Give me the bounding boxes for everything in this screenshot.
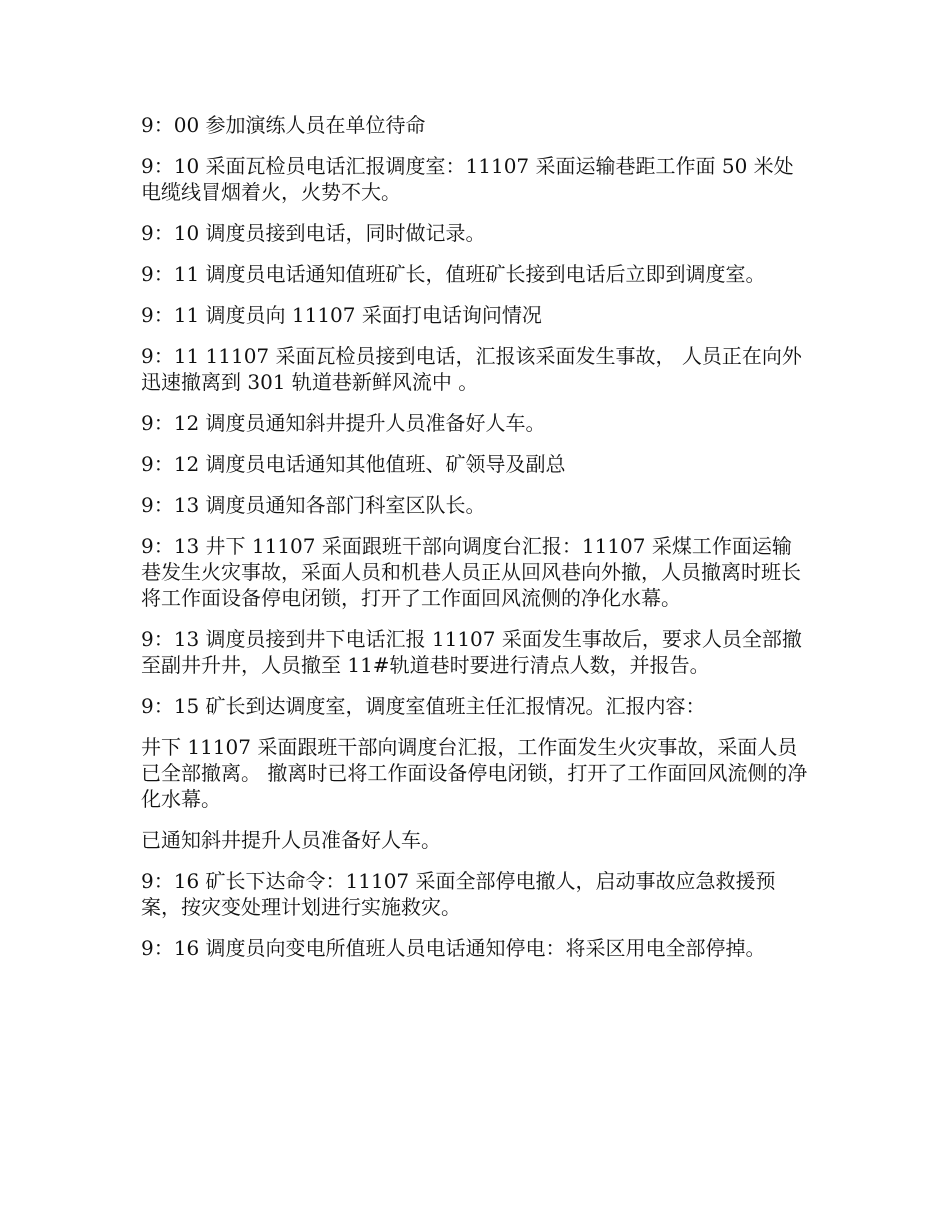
paragraph-0911-call-face: 9：11 调度员向 11107 采面打电话询问情况 [141, 303, 542, 327]
document-body [141, 112, 811, 976]
paragraph-0912-notify-leaders: 9：12 调度员电话通知其他值班、矿领导及副总 [141, 452, 566, 476]
paragraph-0912-man-car: 9：12 调度员通知斜井提升人员准备好人车。 [141, 411, 546, 435]
paragraph-0913-evacuation-order: 9：13 调度员接到井下电话汇报 11107 采面发生事故后，要求人员全部撤至副井升井，人员撤至 11#轨道巷时要进行清点人数，并报告。 [141, 627, 802, 677]
paragraph-report-content: 井下 11107 采面跟班干部向调度台汇报，工作面发生火灾事故，采面人员已全部撤离。 撤离时已将工作面设备停电闭锁，打开了工作面回风流侧的净化水幕。 [141, 735, 808, 811]
paragraph-0913-notify-departments: 9：13 调度员通知各部门科室区队长。 [141, 493, 486, 517]
paragraph-0916-power-off: 9：16 调度员向变电所值班人员电话通知停电：将采区用电全部停掉。 [141, 936, 766, 960]
paragraph-0911-notify-mine-manager: 9：11 调度员电话通知值班矿长，值班矿长接到电话后立即到调度室。 [141, 262, 766, 286]
paragraph-0913-underground-report: 9：13 井下 11107 采面跟班干部向调度台汇报：11107 采煤工作面运输巷发生火灾事故，采面人员和机巷人员正从回风巷向外撤，人员撤离时班长将工作面设备停电闭锁，打开了工作面回风流侧的净化水幕。 [141, 534, 801, 610]
paragraph-0911-face-report: 9：11 11107 采面瓦检员接到电话，汇报该采面发生事故， 人员正在向外 迅速撤离到 301 轨道巷新鲜风流中 。 [141, 344, 802, 394]
paragraph-0910-dispatcher-record: 9：10 调度员接到电话，同时做记录。 [141, 221, 486, 245]
paragraph-0916-manager-command: 9：16 矿长下达命令：11107 采面全部停电撤人，启动事故应急救援预案，按灾变处理计划进行实施救灾。 [141, 869, 776, 919]
paragraph-man-car-notified: 已通知斜井提升人员准备好人车。 [141, 828, 441, 852]
paragraph-0910-gas-inspector-report: 9：10 采面瓦检员电话汇报调度室：11107 采面运输巷距工作面 50 米处电缆线冒烟着火，火势不大。 [141, 154, 794, 204]
paragraph-0915-manager-arrives: 9：15 矿长到达调度室，调度室值班主任汇报情况。汇报内容： [141, 694, 706, 718]
paragraph-0900-standby: 9：00 参加演练人员在单位待命 [141, 113, 426, 137]
